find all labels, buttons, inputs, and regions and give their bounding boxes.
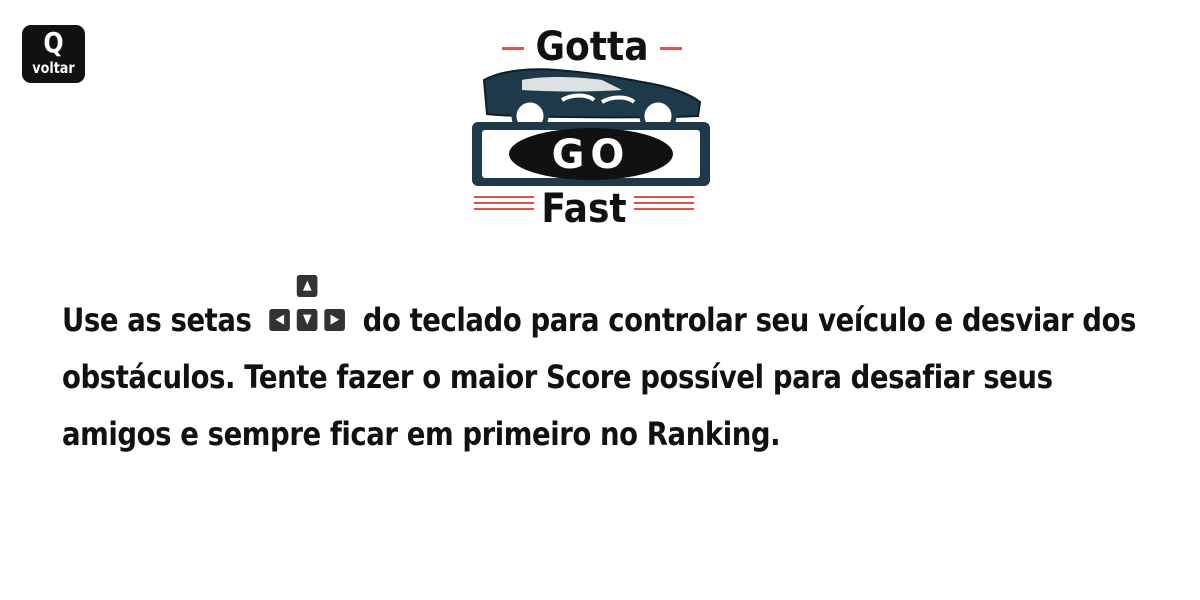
game-logo <box>462 10 718 240</box>
arrow-up-icon: ▲ <box>297 275 318 297</box>
logo-dash-left <box>502 47 524 50</box>
back-button[interactable] <box>22 25 85 83</box>
arrow-keys-graphic <box>266 278 349 335</box>
instructions-after-keys: do teclado para controlar seu veículo e desviar dos obstáculos. Tente fazer o maior Score possível para desafiar seus amigos e sempre ficar em primeiro no Ranking. <box>62 301 1137 453</box>
instructions-before-keys: Use as setas <box>62 301 252 339</box>
arrow-left-icon: ◀ <box>269 309 290 331</box>
logo-dash-right <box>660 47 682 50</box>
logo-word-middle: GO <box>551 132 631 178</box>
back-key-hint: Q <box>43 26 64 59</box>
instructions-text <box>62 278 1142 463</box>
logo-word-top: Gotta <box>535 24 649 70</box>
back-label: voltar <box>32 59 75 77</box>
arrow-down-icon: ▼ <box>297 309 318 331</box>
logo-word-bottom: Fast <box>541 186 627 232</box>
arrow-right-icon: ▶ <box>324 309 345 331</box>
logo-graphic <box>462 10 718 240</box>
